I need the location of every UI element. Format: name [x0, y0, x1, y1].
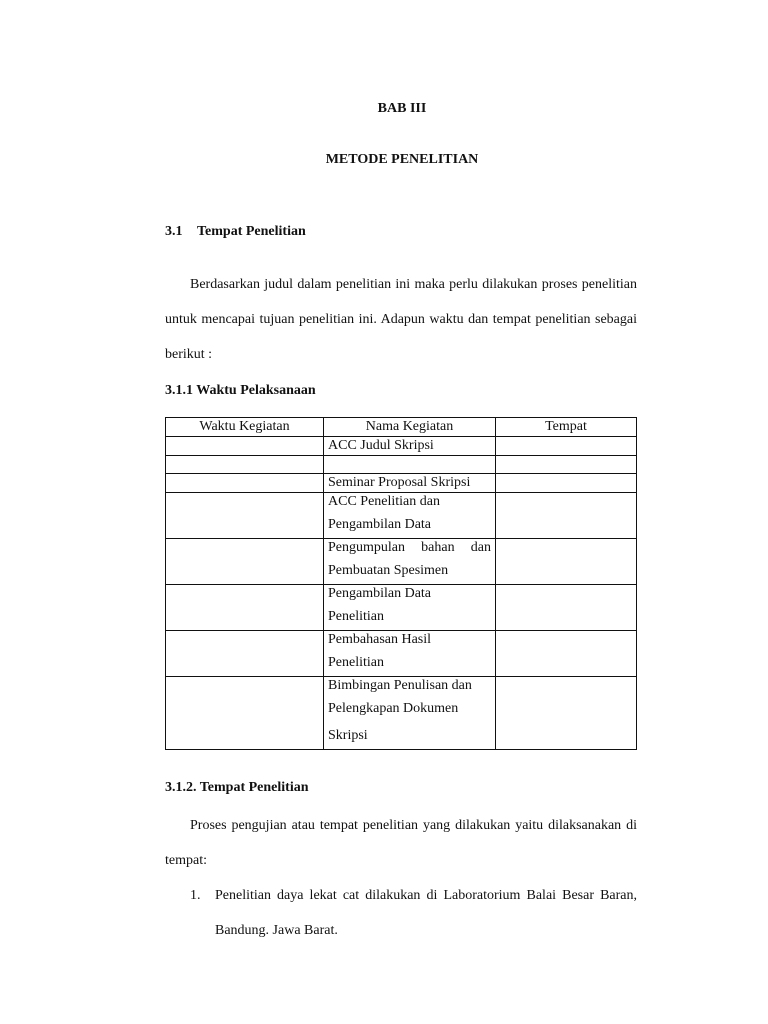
table-row [166, 437, 637, 456]
schedule-table [165, 417, 637, 750]
cell-waktu [166, 474, 324, 493]
cell-waktu [166, 585, 324, 631]
cell-tempat [496, 493, 637, 539]
cell-waktu [166, 631, 324, 677]
table-row [166, 585, 637, 631]
cell-nama-line: Pengambilan Data [328, 586, 432, 601]
section-number: 3.1 [165, 224, 183, 239]
cell-nama [324, 585, 496, 631]
table-row [166, 677, 637, 750]
cell-waktu [166, 539, 324, 585]
cell-nama-line: Penelitian [328, 655, 384, 670]
place-text: Proses pengujian atau tempat penelitian yang dilakukan yaitu dilaksanakan di tempat: [165, 818, 637, 868]
cell-nama-line: ACC Penelitian dan [328, 494, 440, 509]
cell-nama [324, 677, 496, 750]
table-header-row [166, 418, 637, 437]
header-tempat: Tempat [496, 418, 637, 437]
cell-nama-line: Skripsi [328, 728, 368, 743]
section-title: Tempat Penelitian [197, 224, 306, 239]
cell-nama [324, 437, 496, 456]
cell-nama [324, 456, 496, 474]
cell-waktu [166, 493, 324, 539]
intro-paragraph [165, 267, 637, 372]
cell-waktu [166, 437, 324, 456]
list-item-text: Penelitian daya lekat cat dilakukan di Laboratorium Balai Besar Baran, Bandung. Jawa Barat. [215, 888, 637, 938]
cell-nama [324, 631, 496, 677]
section-heading [165, 224, 306, 240]
list-item [190, 878, 637, 948]
cell-tempat [496, 631, 637, 677]
place-paragraph [165, 808, 637, 878]
chapter-title: METODE PENELITIAN [325, 152, 479, 167]
table-row [166, 456, 637, 474]
cell-tempat [496, 437, 637, 456]
cell-tempat [496, 677, 637, 750]
cell-nama-line: Penelitian [328, 609, 384, 624]
cell-nama-line: ACC Judul Skripsi [328, 438, 434, 453]
subsection-heading-tempat: 3.1.2. Tempat Penelitian [165, 780, 309, 795]
cell-waktu [166, 456, 324, 474]
table-row [166, 474, 637, 493]
cell-waktu [166, 677, 324, 750]
cell-nama-line: Pengambilan Data [328, 517, 432, 532]
header-nama: Nama Kegiatan [324, 418, 496, 437]
cell-tempat [496, 539, 637, 585]
subsection-heading-waktu: 3.1.1 Waktu Pelaksanaan [165, 383, 316, 398]
list-item-number: 1. [190, 888, 201, 903]
cell-tempat [496, 474, 637, 493]
cell-nama-line: Seminar Proposal Skripsi [328, 475, 471, 490]
cell-tempat [496, 585, 637, 631]
cell-nama [324, 474, 496, 493]
cell-nama-line: Pembahasan Hasil [328, 632, 432, 647]
cell-nama [324, 493, 496, 539]
cell-nama-line: Pembuatan Spesimen [328, 563, 449, 578]
table-row [166, 493, 637, 539]
header-waktu: Waktu Kegiatan [166, 418, 324, 437]
chapter-label: BAB III [377, 101, 427, 116]
table-row [166, 631, 637, 677]
table-row [166, 539, 637, 585]
cell-nama-line: Pelengkapan Dokumen [328, 701, 459, 716]
cell-tempat [496, 456, 637, 474]
cell-nama [324, 539, 496, 585]
cell-nama-line: Pengumpulan bahan dan [328, 540, 491, 555]
cell-nama-line: Bimbingan Penulisan dan [328, 678, 472, 693]
intro-text: Berdasarkan judul dalam penelitian ini maka perlu dilakukan proses penelitian untuk mencapai tujuan penelitian ini. Adapun waktu dan tempat penelitian sebagai berikut : [165, 277, 637, 362]
